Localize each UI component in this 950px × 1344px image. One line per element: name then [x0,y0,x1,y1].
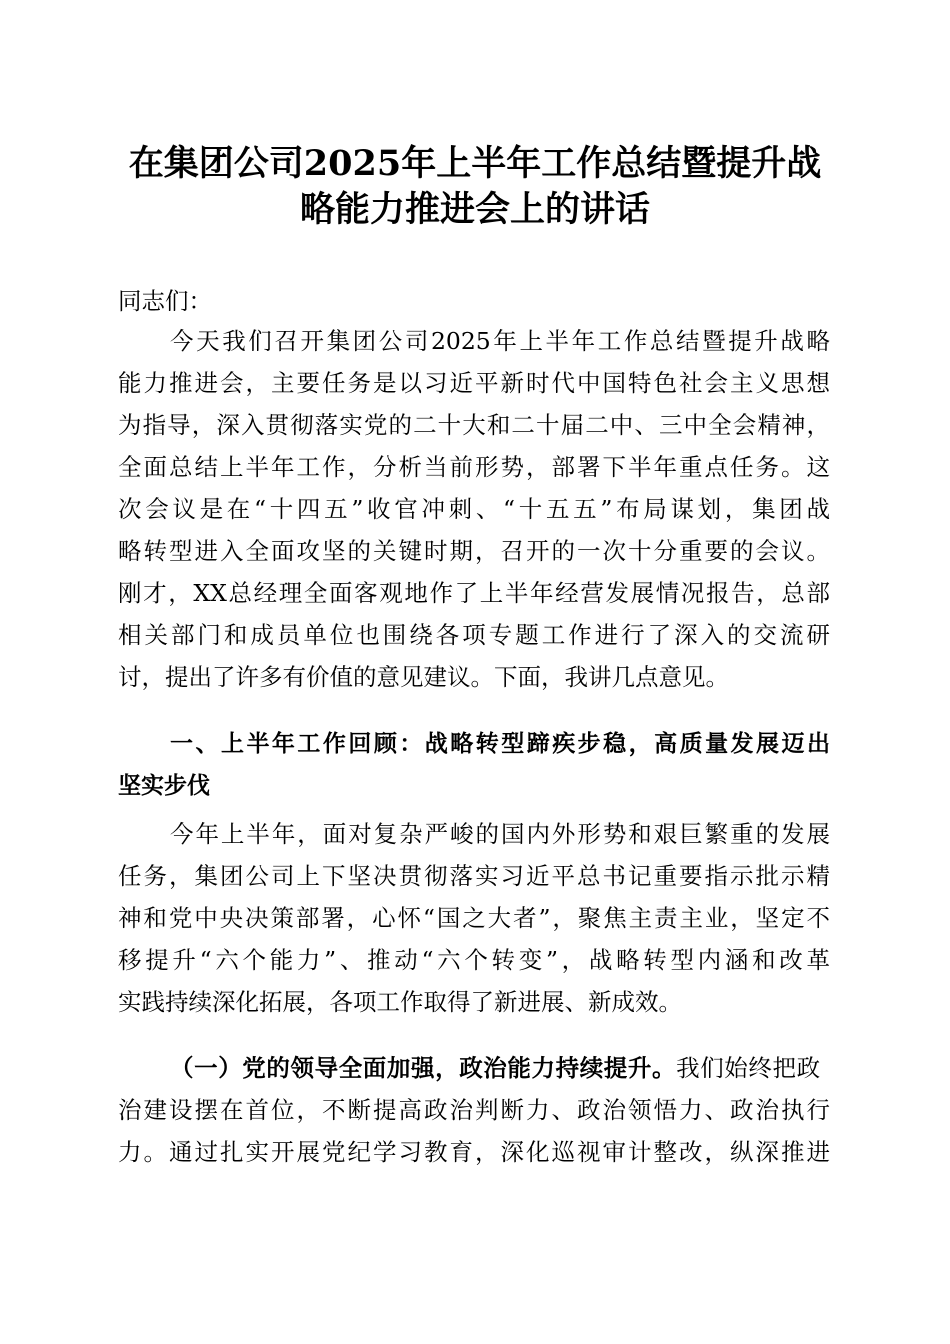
section-1-para-line: 任务，集团公司上下坚决贯彻落实习近平总书记重要指示批示精 [118,862,830,890]
subsection-1-lead-text: 我们始终把政 [676,1054,821,1082]
section-1-para-line: 实践持续深化拓展，各项工作取得了新进展、新成效。 [118,988,682,1016]
subsection-1-heading: （一）党的领导全面加强，政治能力持续提升。 [170,1054,677,1082]
intro-line: 次会议是在“十四五”收官冲刺、“十五五”布局谋划，集团战 [118,495,830,523]
salutation: 同志们： [118,287,212,315]
intro-line: 刚才，XX总经理全面客观地作了上半年经营发展情况报告，总部 [118,579,830,607]
subsection-1-line: 力。通过扎实开展党纪学习教育，深化巡视审计整改，纵深推进 [118,1138,830,1166]
document-title-line-2: 略能力推进会上的讲话 [299,189,650,230]
intro-line: 讨，提出了许多有价值的意见建议。下面，我讲几点意见。 [118,663,729,691]
intro-line: 今天我们召开集团公司2025年上半年工作总结暨提升战略 [170,327,830,355]
intro-line: 略转型进入全面攻坚的关键时期，召开的一次十分重要的会议。 [118,537,830,565]
intro-line: 能力推进会，主要任务是以习近平新时代中国特色社会主义思想 [118,369,830,397]
section-1-para-line: 今年上半年，面对复杂严峻的国内外形势和艰巨繁重的发展 [170,820,830,848]
subsection-1-lead-line [170,1053,830,1083]
section-1-para-line: 神和党中央决策部署，心怀“国之大者”，聚焦主责主业，坚定不 [118,904,830,932]
document-title-line-1: 在集团公司2025年上半年工作总结暨提升战 [128,143,822,184]
intro-line: 为指导，深入贯彻落实党的二十大和二十届二中、三中全会精神， [118,411,830,439]
intro-line: 全面总结上半年工作，分析当前形势，部署下半年重点任务。这 [118,453,830,481]
subsection-1-line: 治建设摆在首位，不断提高政治判断力、政治领悟力、政治执行 [118,1096,830,1124]
section-1-heading-line-2: 坚实步伐 [118,773,210,799]
section-1-heading-line-1: 一、上半年工作回顾：战略转型蹄疾步稳，高质量发展迈出 [170,731,830,757]
intro-line: 相关部门和成员单位也围绕各项专题工作进行了深入的交流研 [118,621,830,649]
section-1-para-line: 移提升“六个能力”、推动“六个转变”，战略转型内涵和改革 [118,946,830,974]
